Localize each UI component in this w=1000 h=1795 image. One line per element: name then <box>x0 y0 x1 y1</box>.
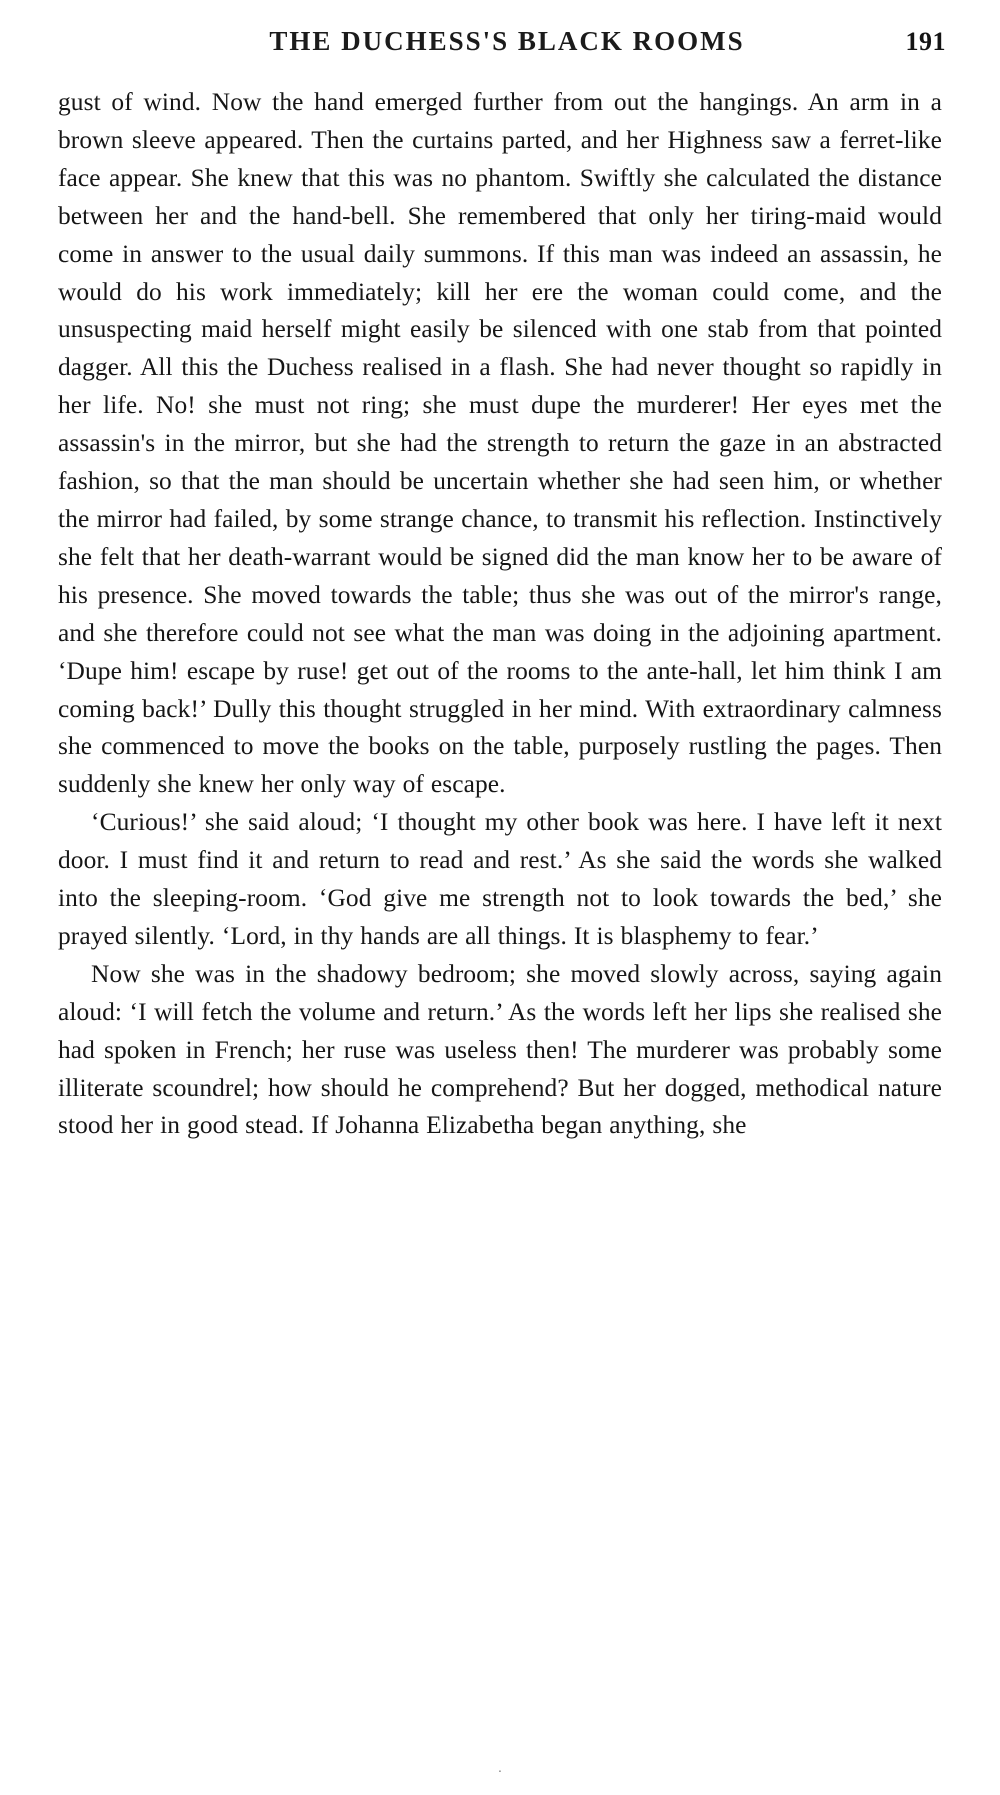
running-head <box>0 26 1000 70</box>
page-number: 191 <box>905 27 946 56</box>
body-text <box>58 84 942 1145</box>
footer-mark: · <box>497 1765 503 1780</box>
page-title: THE DUCHESS'S BLACK ROOMS <box>269 26 745 56</box>
paragraph: Now she was in the shadowy bedroom; she moved slowly across, saying again aloud: ‘I will fetch the volume and return.’ As the words left her lips she realised she had spoken in French; her ruse was useless then! The murderer was probably some illiterate scoundrel; how should he comprehend? But her dogged, methodical nature stood her in good stead. If Johanna Elizabetha began anything, she <box>58 959 942 1140</box>
paragraph: gust of wind. Now the hand emerged further from out the hangings. An arm in a brown sleeve appeared. Then the curtains parted, and her Highness saw a ferret-like face appear. She knew that this was no phantom. Swiftly she calculated the distance between her and the hand-bell. She remembered that only her tiring-maid would come in answer to the usual daily summons. If this man was indeed an assassin, he would do his work immediately; kill her ere the woman could come, and the unsuspecting maid herself might easily be silenced with one stab from that pointed dagger. All this the Duchess realised in a flash. She had never thought so rapidly in her life. No! she must not ring; she must dupe the murderer! Her eyes met the assassin's in the mirror, but she had the strength to return the gaze in an abstracted fashion, so that the man should be uncertain whether she had seen him, or whether the mirror had failed, by some strange chance, to transmit his reflection. Instinctively she felt that her death-warrant would be signed did the man know her to be aware of his presence. She moved towards the table; thus she was out of the mirror's range, and she therefore could not see what the man was doing in the adjoining apartment. ‘Dupe him! escape by ruse! get out of the rooms to the ante-hall, let him think I am coming back!’ Dully this thought struggled in her mind. With extraordinary calmness she commenced to move the books on the table, purposely rustling the pages. Then suddenly she knew her only way of escape. <box>58 88 942 799</box>
paragraph: ‘Curious!’ she said aloud; ‘I thought my other book was here. I have left it next door. I must find it and return to read and rest.’ As she said the words she walked into the sleeping-room. ‘God give me strength not to look towards the bed,’ she prayed silently. ‘Lord, in thy hands are all things. It is blasphemy to fear.’ <box>58 808 942 950</box>
